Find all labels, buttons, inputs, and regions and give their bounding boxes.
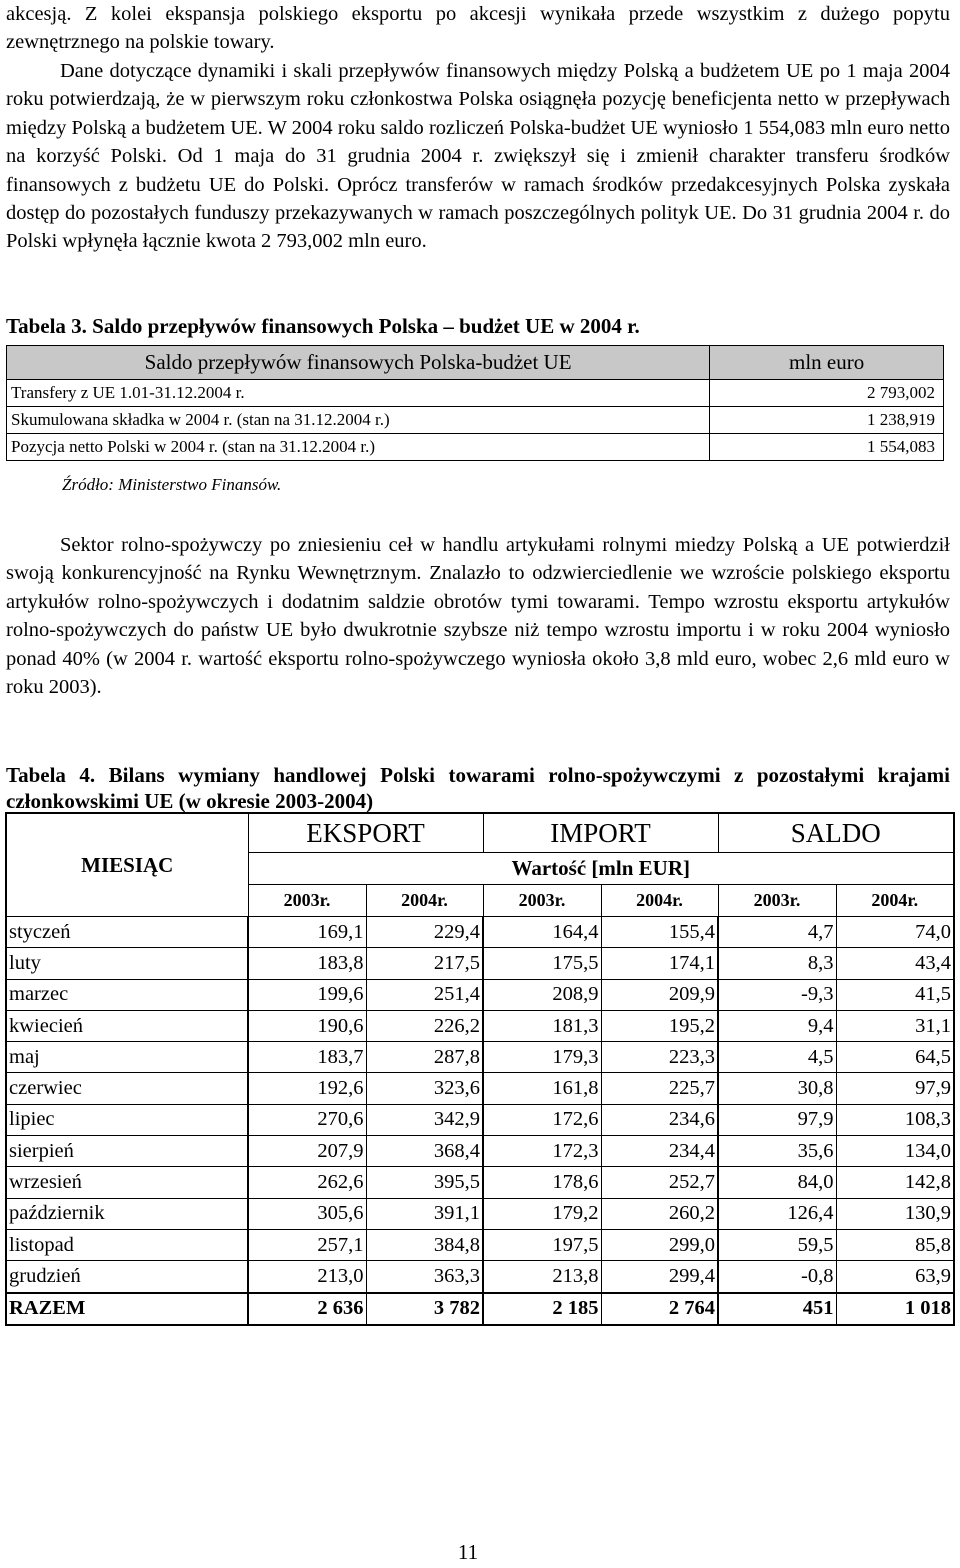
table4-value-cell: 225,7: [601, 1073, 718, 1104]
table4-value-cell: 234,4: [601, 1136, 718, 1167]
table4-month-label: luty: [6, 948, 248, 979]
table4-row: [6, 1104, 954, 1135]
table4-value-cell: 305,6: [248, 1198, 366, 1229]
table4-value-cell: -0,8: [718, 1261, 836, 1293]
table4-value-cell: 130,9: [836, 1198, 954, 1229]
table4-row: [6, 1010, 954, 1041]
table4-value-cell: 1 018: [836, 1293, 954, 1325]
table3-source: Źródło: Ministerstwo Finansów.: [62, 475, 282, 494]
table4-value-cell: 251,4: [366, 979, 483, 1010]
table4-value-cell: 234,6: [601, 1104, 718, 1135]
table4-value-cell: 181,3: [483, 1010, 601, 1041]
table4-value-cell: 31,1: [836, 1010, 954, 1041]
table3-row: [7, 434, 944, 461]
table4-value-cell: 260,2: [601, 1198, 718, 1229]
table4-value-cell: 97,9: [836, 1073, 954, 1104]
table4-year: 2004r.: [601, 885, 718, 917]
table4-value-cell: 59,5: [718, 1229, 836, 1260]
table4-month-label: lipiec: [6, 1104, 248, 1135]
table4-value-cell: 30,8: [718, 1073, 836, 1104]
table4-value-cell: 384,8: [366, 1229, 483, 1260]
table4-value-cell: 207,9: [248, 1136, 366, 1167]
table4-month-label: listopad: [6, 1229, 248, 1260]
table4-value-cell: 368,4: [366, 1136, 483, 1167]
table4-value-cell: 323,6: [366, 1073, 483, 1104]
table4-value-cell: 2 764: [601, 1293, 718, 1325]
table4-unit: Wartość [mln EUR]: [248, 853, 954, 885]
table3-header-right: mln euro: [710, 346, 944, 380]
table4-value-cell: 84,0: [718, 1167, 836, 1198]
table4-value-cell: 299,0: [601, 1229, 718, 1260]
table4-value-cell: -9,3: [718, 979, 836, 1010]
table4-year: 2003r.: [248, 885, 366, 917]
table4-value-cell: 213,0: [248, 1261, 366, 1293]
table4-value-cell: 161,8: [483, 1073, 601, 1104]
table4-group-import: IMPORT: [483, 813, 718, 853]
table3-row-value: 1 238,919: [710, 407, 944, 434]
table4-value-cell: 174,1: [601, 948, 718, 979]
paragraph-financial-flows: Dane dotyczące dynamiki i skali przepływów finansowych między Polską a budżetem UE po 1 maja 2004 roku potwierdzają, że w pierwszym roku członkostwa Polska osiągnęła pozycję beneficjenta netto w przepływach między Polską a budżetem UE. W 2004 roku saldo rozliczeń Polska-budżet UE wyniosło 1 554,083 mln euro netto na korzyść Polski. Od 1 maja do 31 grudnia 2004 r. zwiększył się i zmienił charakter transferu środków finansowych z budżetu UE do Polski. Oprócz transferów w ramach środków przedakcesyjnych Polska zyskała dostęp do pozostałych funduszy przekazywanych w ramach poszczególnych polityk UE. Do 31 grudnia 2004 r. do Polski wpłynęła łącznie kwota 2 793,002 mln euro.: [6, 60, 950, 253]
table4-month-label: grudzień: [6, 1261, 248, 1293]
table4-row: [6, 1042, 954, 1073]
table4-value-cell: 108,3: [836, 1104, 954, 1135]
table4-value-cell: 270,6: [248, 1104, 366, 1135]
table4-value-cell: 299,4: [601, 1261, 718, 1293]
table4-month-label: czerwiec: [6, 1073, 248, 1104]
table4-value-cell: 155,4: [601, 917, 718, 948]
table4-value-cell: 183,8: [248, 948, 366, 979]
table4-row: [6, 1261, 954, 1293]
table3-row-label: Transfery z UE 1.01-31.12.2004 r.: [7, 380, 710, 407]
table4-value-cell: 35,6: [718, 1136, 836, 1167]
table4-body: [6, 917, 954, 1325]
table4-value-cell: 226,2: [366, 1010, 483, 1041]
table4-month-label: styczeń: [6, 917, 248, 948]
table4-year: 2004r.: [836, 885, 954, 917]
table4-value-cell: 342,9: [366, 1104, 483, 1135]
page-number: 11: [457, 1540, 479, 1564]
table4-value-cell: 179,2: [483, 1198, 601, 1229]
table4-value-cell: 74,0: [836, 917, 954, 948]
table4-value-cell: 179,3: [483, 1042, 601, 1073]
table4-value-cell: 126,4: [718, 1198, 836, 1229]
table4-row: [6, 1167, 954, 1198]
table4-row: [6, 948, 954, 979]
table4-value-cell: 197,5: [483, 1229, 601, 1260]
table4-group-saldo: SALDO: [718, 813, 954, 853]
table4-value-cell: 3 782: [366, 1293, 483, 1325]
table4-row: [6, 1198, 954, 1229]
table4-value-cell: 97,9: [718, 1104, 836, 1135]
table4-value-cell: 9,4: [718, 1010, 836, 1041]
table4-value-cell: 192,6: [248, 1073, 366, 1104]
table3-financial-balance: [6, 345, 944, 461]
table4-month-label: RAZEM: [6, 1293, 248, 1325]
table3-row-value: 1 554,083: [710, 434, 944, 461]
table4-month-label: październik: [6, 1198, 248, 1229]
table4-value-cell: 223,3: [601, 1042, 718, 1073]
table4-value-cell: 209,9: [601, 979, 718, 1010]
table4-value-cell: 8,3: [718, 948, 836, 979]
table4-value-cell: 257,1: [248, 1229, 366, 1260]
table4-value-cell: 252,7: [601, 1167, 718, 1198]
table4-value-cell: 64,5: [836, 1042, 954, 1073]
table4-month-label: maj: [6, 1042, 248, 1073]
table3-caption: Tabela 3. Saldo przepływów finansowych Polska – budżet UE w 2004 r.: [6, 314, 640, 338]
table4-trade-balance: [5, 812, 955, 1326]
table4-value-cell: 134,0: [836, 1136, 954, 1167]
table4-value-cell: 195,2: [601, 1010, 718, 1041]
table4-group-export: EKSPORT: [248, 813, 483, 853]
table4-value-cell: 213,8: [483, 1261, 601, 1293]
table4-value-cell: 208,9: [483, 979, 601, 1010]
table4-row: [6, 1136, 954, 1167]
table4-year: 2003r.: [483, 885, 601, 917]
table4-value-cell: 190,6: [248, 1010, 366, 1041]
table4-value-cell: 43,4: [836, 948, 954, 979]
table4-value-cell: 4,5: [718, 1042, 836, 1073]
table4-row: [6, 1229, 954, 1260]
table3-header-row: [7, 346, 944, 380]
table4-value-cell: 178,6: [483, 1167, 601, 1198]
table3-row-label: Skumulowana składka w 2004 r. (stan na 31.12.2004 r.): [7, 407, 710, 434]
table4-value-cell: 262,6: [248, 1167, 366, 1198]
table4-value-cell: 41,5: [836, 979, 954, 1010]
table4-year: 2003r.: [718, 885, 836, 917]
table4-value-cell: 172,3: [483, 1136, 601, 1167]
paragraph-agri-food-sector: Sektor rolno-spożywczy po zniesieniu ceł w handlu artykułami rolnymi miedzy Polską a UE potwierdził swoją konkurencyjność na Rynku Wewnętrznym. Znalazło to odzwierciedlenie we wzroście polskiego eksportu artykułów rolno-spożywczych i dodatnim saldzie obrotów tymi towarami. Tempo wzrostu eksportu artykułów rolno-spożywczych do państw UE było dwukrotnie szybsze niż tempo wzrostu importu i w roku 2004 wyniosło ponad 40% (w 2004 r. wartość eksportu rolno-spożywczego wyniosła około 3,8 mld euro, wobec 2,6 mld euro w roku 2003).: [6, 534, 950, 699]
table4-value-cell: 199,6: [248, 979, 366, 1010]
table4-row: [6, 917, 954, 948]
table4-value-cell: 63,9: [836, 1261, 954, 1293]
table3-row: [7, 407, 944, 434]
table4-value-cell: 85,8: [836, 1229, 954, 1260]
table3-row-label: Pozycja netto Polski w 2004 r. (stan na 31.12.2004 r.): [7, 434, 710, 461]
table4-value-cell: 363,3: [366, 1261, 483, 1293]
table4-value-cell: 2 636: [248, 1293, 366, 1325]
table4-value-cell: 164,4: [483, 917, 601, 948]
table4-value-cell: 4,7: [718, 917, 836, 948]
table4-value-cell: 287,8: [366, 1042, 483, 1073]
table4-row: [6, 979, 954, 1010]
table4-value-cell: 169,1: [248, 917, 366, 948]
table4-value-cell: 175,5: [483, 948, 601, 979]
table3-row-value: 2 793,002: [710, 380, 944, 407]
table4-value-cell: 395,5: [366, 1167, 483, 1198]
table4-month-label: sierpień: [6, 1136, 248, 1167]
table4-month-label: wrzesień: [6, 1167, 248, 1198]
table4-group-header-row: [6, 813, 954, 853]
table4-value-cell: 217,5: [366, 948, 483, 979]
table4-total-row: [6, 1293, 954, 1325]
table4-value-cell: 229,4: [366, 917, 483, 948]
table4-value-cell: 142,8: [836, 1167, 954, 1198]
table4-year: 2004r.: [366, 885, 483, 917]
table4-value-cell: 183,7: [248, 1042, 366, 1073]
table3-header-left: Saldo przepływów finansowych Polska-budżet UE: [7, 346, 710, 380]
table4-value-cell: 391,1: [366, 1198, 483, 1229]
table4-month-label: marzec: [6, 979, 248, 1010]
table4-month-label: kwiecień: [6, 1010, 248, 1041]
table4-value-cell: 172,6: [483, 1104, 601, 1135]
table4-value-cell: 2 185: [483, 1293, 601, 1325]
table4-value-cell: 451: [718, 1293, 836, 1325]
paragraph-intro-continued: akcesją. Z kolei ekspansja polskiego eksportu po akcesji wynikała przede wszystkim z dużego popytu zewnętrznego na polskie towary.: [6, 3, 950, 54]
table4-caption: Tabela 4. Bilans wymiany handlowej Polski towarami rolno-spożywczymi z pozostałymi krajami członkowskimi UE (w okresie 2003-2004): [6, 763, 950, 813]
table4-month-header: MIESIĄC: [6, 813, 248, 917]
table4-row: [6, 1073, 954, 1104]
table3-row: [7, 380, 944, 407]
